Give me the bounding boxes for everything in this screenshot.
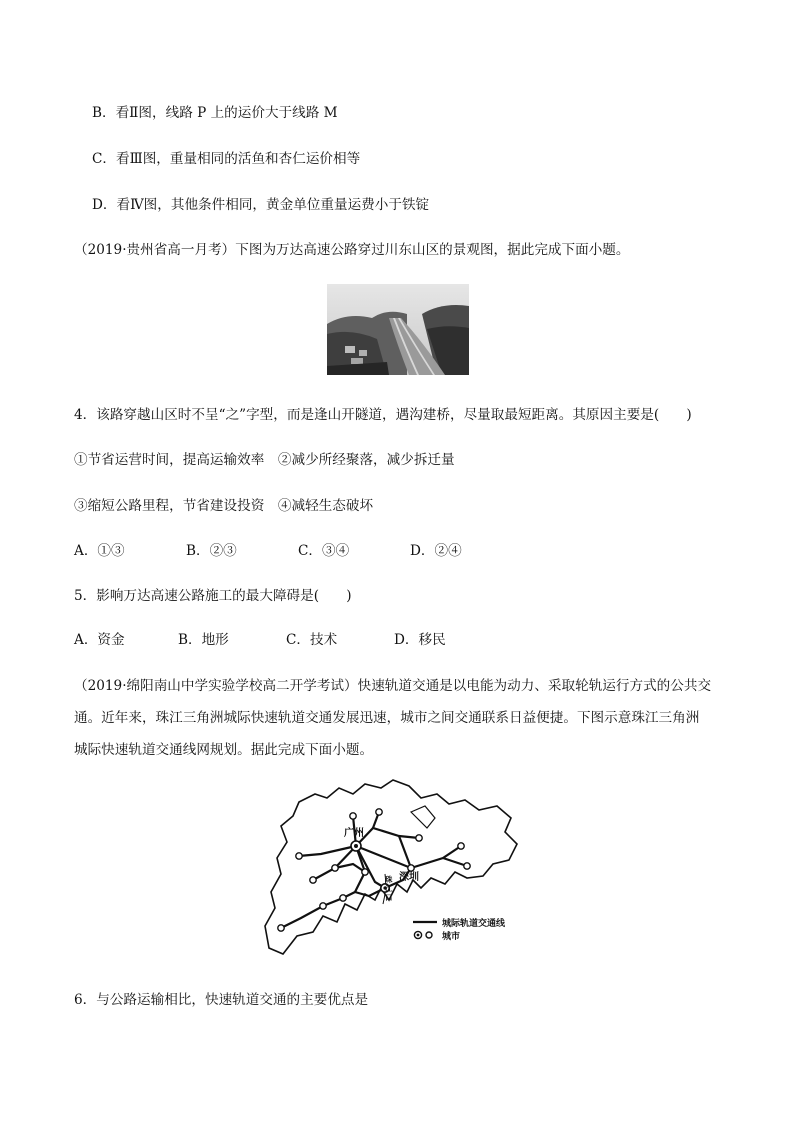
legend-line-label: 城际轨道交通线 [442, 919, 506, 929]
passage-intro-rail-line3: 城际快速轨道交通线网规划。据此完成下面小题。 [74, 742, 374, 758]
question4-statement-1: ①节省运营时间，提高运输效率 ②减少所经聚落，减少拆迁量 [74, 452, 455, 468]
question4-option-a: A．①③ [74, 543, 125, 559]
question3-option-b: B．看Ⅱ图，线路 P 上的运价大于线路 M [92, 105, 338, 121]
question5-option-a: A．资金 [74, 632, 125, 648]
city-label-shenzhen: 深圳 [399, 872, 419, 883]
pearl-river-mouth-char-1: 珠 [385, 875, 393, 884]
pearl-river-delta-rail-map [261, 776, 536, 961]
question4-option-d: D．②④ [410, 543, 462, 559]
question4-statement-2: ③缩短公路里程，节省建设投资 ④减轻生态破坏 [74, 498, 374, 514]
question4-option-b: B．②③ [186, 543, 237, 559]
question5-stem: 5．影响万达高速公路施工的最大障碍是( ) [74, 588, 352, 604]
passage-intro-rail-line2: 通。近年来，珠江三角洲城际快速轨道交通发展迅速，城市之间交通联系日益便捷。下图示意珠江三角洲 [74, 710, 700, 726]
question3-option-c: C．看Ⅲ图，重量相同的活鱼和杏仁运价相等 [92, 151, 361, 167]
question6-stem: 6．与公路运输相比，快速轨道交通的主要优点是 [74, 992, 369, 1008]
passage-intro-highway: （2019·贵州省高一月考）下图为万达高速公路穿过川东山区的景观图，据此完成下面小题。 [74, 242, 630, 258]
legend-city-label: 城市 [442, 932, 461, 942]
legend-city-swatch-minor [426, 932, 432, 938]
question4-option-c: C．③④ [298, 543, 350, 559]
pearl-river-mouth-char-3: 口 [385, 893, 393, 902]
question4-stem: 4．该路穿越山区时不呈“之”字型，而是逢山开隧道，遇沟建桥，尽量取最短距离。其原因主要是( ) [74, 407, 692, 423]
pearl-river-mouth-char-2: 江 [385, 884, 393, 893]
city-label-guangzhou: 广州 [344, 828, 364, 839]
question3-option-d: D．看Ⅳ图，其他条件相同，黄金单位重量运费小于铁锭 [92, 197, 430, 213]
passage-intro-rail-line1: （2019·绵阳南山中学实验学校高二开学考试）快速轨道交通是以电能为动力、采取轮轨运行方式的公共交 [74, 678, 712, 694]
question5-option-d: D．移民 [394, 632, 446, 648]
question5-option-c: C．技术 [286, 632, 338, 648]
highway-landscape-photo [327, 284, 469, 375]
question5-option-b: B．地形 [178, 632, 229, 648]
